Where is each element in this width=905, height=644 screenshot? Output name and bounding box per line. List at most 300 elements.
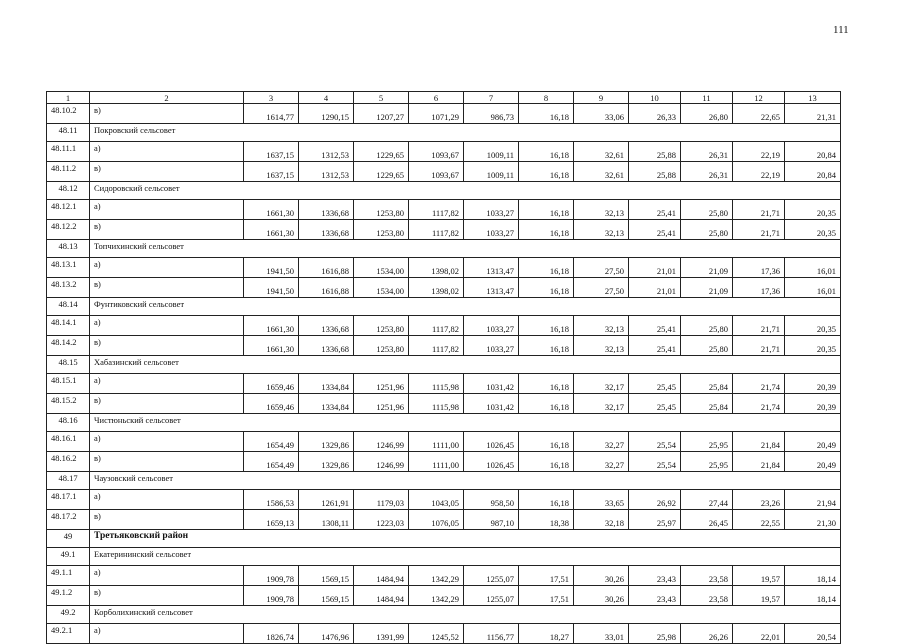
value-cell: 32,27: [574, 432, 629, 452]
value-cell: 958,50: [464, 490, 519, 510]
value-cell: 16,18: [519, 258, 574, 278]
value-cell: 20,49: [785, 432, 841, 452]
value-cell: 20,84: [785, 142, 841, 162]
value-cell: 30,26: [574, 566, 629, 586]
value-cell: 21,71: [733, 316, 785, 336]
value-cell: 22,19: [733, 162, 785, 182]
value-cell: 1614,77: [244, 104, 299, 124]
value-cell: 1336,68: [299, 336, 354, 356]
value-cell: 1336,68: [299, 220, 354, 240]
section-code: 49.1: [47, 548, 90, 566]
value-cell: 22,01: [733, 624, 785, 644]
value-cell: 21,71: [733, 220, 785, 240]
value-cell: 18,27: [519, 624, 574, 644]
value-cell: 26,31: [681, 162, 733, 182]
value-cell: 1117,82: [409, 316, 464, 336]
value-cell: 17,51: [519, 586, 574, 606]
row-label: а): [90, 566, 244, 586]
row-code: 49.1.2: [47, 586, 90, 606]
value-cell: 1253,80: [354, 336, 409, 356]
table-body: [47, 104, 841, 644]
section-row: [47, 298, 841, 316]
value-cell: 30,26: [574, 586, 629, 606]
value-cell: 33,06: [574, 104, 629, 124]
value-cell: 16,18: [519, 316, 574, 336]
row-code: 48.17.2: [47, 510, 90, 530]
section-code: 48.17: [47, 472, 90, 490]
value-cell: 1616,88: [299, 278, 354, 298]
value-cell: 1009,11: [464, 142, 519, 162]
table-row: [47, 624, 841, 644]
row-label: а): [90, 258, 244, 278]
value-cell: 1569,15: [299, 586, 354, 606]
value-cell: 1659,13: [244, 510, 299, 530]
value-cell: 20,39: [785, 394, 841, 414]
value-cell: 1654,49: [244, 452, 299, 472]
value-cell: 1654,49: [244, 432, 299, 452]
value-cell: 23,43: [629, 586, 681, 606]
row-code: 48.17.1: [47, 490, 90, 510]
header-cell: 5: [354, 92, 409, 104]
row-code: 48.11.2: [47, 162, 90, 182]
table-row: [47, 200, 841, 220]
value-cell: 18,14: [785, 566, 841, 586]
value-cell: 1334,84: [299, 374, 354, 394]
table-row: [47, 586, 841, 606]
section-row: [47, 472, 841, 490]
value-cell: 1476,96: [299, 624, 354, 644]
value-cell: 21,74: [733, 394, 785, 414]
table-row: [47, 510, 841, 530]
value-cell: 1484,94: [354, 566, 409, 586]
value-cell: 1026,45: [464, 452, 519, 472]
row-label: а): [90, 200, 244, 220]
value-cell: 32,13: [574, 220, 629, 240]
row-code: 48.12.2: [47, 220, 90, 240]
section-row: [47, 356, 841, 374]
value-cell: 22,19: [733, 142, 785, 162]
value-cell: 1071,29: [409, 104, 464, 124]
value-cell: 1308,11: [299, 510, 354, 530]
value-cell: 25,97: [629, 510, 681, 530]
value-cell: 20,39: [785, 374, 841, 394]
value-cell: 25,80: [681, 336, 733, 356]
row-label: а): [90, 374, 244, 394]
value-cell: 1093,67: [409, 142, 464, 162]
value-cell: 25,45: [629, 394, 681, 414]
value-cell: 26,80: [681, 104, 733, 124]
value-cell: 1661,30: [244, 200, 299, 220]
value-cell: 32,13: [574, 316, 629, 336]
value-cell: 1115,98: [409, 374, 464, 394]
value-cell: 1290,15: [299, 104, 354, 124]
value-cell: 1253,80: [354, 200, 409, 220]
section-name: Чаузовский сельсовет: [90, 472, 841, 490]
value-cell: 1534,00: [354, 278, 409, 298]
value-cell: 25,80: [681, 200, 733, 220]
value-cell: 1156,77: [464, 624, 519, 644]
value-cell: 1229,65: [354, 162, 409, 182]
value-cell: 1026,45: [464, 432, 519, 452]
section-code: 48.12: [47, 182, 90, 200]
value-cell: 23,26: [733, 490, 785, 510]
section-name: Хабазинский сельсовет: [90, 356, 841, 374]
value-cell: 1342,29: [409, 586, 464, 606]
table-row: [47, 278, 841, 298]
value-cell: 1031,42: [464, 394, 519, 414]
section-name: Сидоровский сельсовет: [90, 182, 841, 200]
section-code: 48.11: [47, 124, 90, 142]
value-cell: 1586,53: [244, 490, 299, 510]
row-label: в): [90, 162, 244, 182]
value-cell: 1329,86: [299, 452, 354, 472]
value-cell: 33,01: [574, 624, 629, 644]
value-cell: 1398,02: [409, 258, 464, 278]
value-cell: 25,45: [629, 374, 681, 394]
value-cell: 1229,65: [354, 142, 409, 162]
table-row: [47, 452, 841, 472]
value-cell: 32,18: [574, 510, 629, 530]
value-cell: 1329,86: [299, 432, 354, 452]
value-cell: 25,88: [629, 162, 681, 182]
value-cell: 1207,27: [354, 104, 409, 124]
value-cell: 25,80: [681, 220, 733, 240]
value-cell: 1342,29: [409, 566, 464, 586]
value-cell: 1255,07: [464, 586, 519, 606]
value-cell: 1637,15: [244, 142, 299, 162]
value-cell: 17,36: [733, 278, 785, 298]
value-cell: 1909,78: [244, 586, 299, 606]
header-cell: 2: [90, 92, 244, 104]
row-label: в): [90, 220, 244, 240]
value-cell: 21,01: [629, 278, 681, 298]
value-cell: 17,36: [733, 258, 785, 278]
value-cell: 21,84: [733, 432, 785, 452]
value-cell: 1336,68: [299, 200, 354, 220]
value-cell: 23,43: [629, 566, 681, 586]
value-cell: 1941,50: [244, 278, 299, 298]
value-cell: 21,30: [785, 510, 841, 530]
value-cell: 16,01: [785, 278, 841, 298]
row-label: в): [90, 104, 244, 124]
section-name: Фунтиковский сельсовет: [90, 298, 841, 316]
value-cell: 21,71: [733, 200, 785, 220]
value-cell: 1033,27: [464, 200, 519, 220]
row-label: а): [90, 624, 244, 644]
value-cell: 16,18: [519, 336, 574, 356]
section-row: [47, 606, 841, 624]
value-cell: 25,41: [629, 336, 681, 356]
value-cell: 26,45: [681, 510, 733, 530]
value-cell: 32,61: [574, 162, 629, 182]
value-cell: 16,18: [519, 104, 574, 124]
row-code: 48.10.2: [47, 104, 90, 124]
value-cell: 25,54: [629, 452, 681, 472]
value-cell: 25,84: [681, 394, 733, 414]
value-cell: 27,44: [681, 490, 733, 510]
value-cell: 21,09: [681, 258, 733, 278]
value-cell: 25,95: [681, 452, 733, 472]
value-cell: 21,74: [733, 374, 785, 394]
value-cell: 1111,00: [409, 452, 464, 472]
value-cell: 18,38: [519, 510, 574, 530]
row-label: в): [90, 278, 244, 298]
value-cell: 1659,46: [244, 374, 299, 394]
header-cell: 7: [464, 92, 519, 104]
value-cell: 32,17: [574, 374, 629, 394]
section-code: 48.13: [47, 240, 90, 258]
header-row: [47, 92, 841, 104]
value-cell: 1251,96: [354, 394, 409, 414]
value-cell: 21,71: [733, 336, 785, 356]
value-cell: 1043,05: [409, 490, 464, 510]
value-cell: 21,84: [733, 452, 785, 472]
value-cell: 21,31: [785, 104, 841, 124]
row-code: 48.11.1: [47, 142, 90, 162]
value-cell: 19,57: [733, 586, 785, 606]
value-cell: 1111,00: [409, 432, 464, 452]
value-cell: 19,57: [733, 566, 785, 586]
section-code: 48.15: [47, 356, 90, 374]
value-cell: 1637,15: [244, 162, 299, 182]
section-row: [47, 548, 841, 566]
header-cell: 6: [409, 92, 464, 104]
district-code: 49: [47, 530, 90, 548]
value-cell: 1253,80: [354, 316, 409, 336]
header-cell: 1: [47, 92, 90, 104]
table-row: [47, 490, 841, 510]
value-cell: 17,51: [519, 566, 574, 586]
value-cell: 26,26: [681, 624, 733, 644]
section-row: [47, 124, 841, 142]
value-cell: 16,18: [519, 162, 574, 182]
value-cell: 1033,27: [464, 336, 519, 356]
section-row: [47, 182, 841, 200]
table-row: [47, 336, 841, 356]
value-cell: 16,18: [519, 220, 574, 240]
row-label: в): [90, 336, 244, 356]
value-cell: 1033,27: [464, 220, 519, 240]
value-cell: 1336,68: [299, 316, 354, 336]
value-cell: 1246,99: [354, 432, 409, 452]
value-cell: 32,13: [574, 200, 629, 220]
value-cell: 16,18: [519, 200, 574, 220]
value-cell: 27,50: [574, 258, 629, 278]
value-cell: 1661,30: [244, 336, 299, 356]
section-code: 48.16: [47, 414, 90, 432]
table-row: [47, 258, 841, 278]
value-cell: 23,58: [681, 566, 733, 586]
section-name: Покровский сельсовет: [90, 124, 841, 142]
row-label: а): [90, 316, 244, 336]
value-cell: 1009,11: [464, 162, 519, 182]
value-cell: 1031,42: [464, 374, 519, 394]
value-cell: 1826,74: [244, 624, 299, 644]
row-code: 48.12.1: [47, 200, 90, 220]
value-cell: 22,65: [733, 104, 785, 124]
value-cell: 1117,82: [409, 200, 464, 220]
row-label: в): [90, 394, 244, 414]
value-cell: 25,95: [681, 432, 733, 452]
section-row: [47, 240, 841, 258]
value-cell: 20,49: [785, 452, 841, 472]
value-cell: 32,27: [574, 452, 629, 472]
row-code: 48.14.2: [47, 336, 90, 356]
section-row: [47, 414, 841, 432]
header-cell: 8: [519, 92, 574, 104]
value-cell: 1179,03: [354, 490, 409, 510]
section-code: 48.14: [47, 298, 90, 316]
value-cell: 1261,91: [299, 490, 354, 510]
table-row: [47, 374, 841, 394]
table-row: [47, 566, 841, 586]
table-row: [47, 162, 841, 182]
value-cell: 1484,94: [354, 586, 409, 606]
value-cell: 1253,80: [354, 220, 409, 240]
value-cell: 16,18: [519, 142, 574, 162]
value-cell: 25,88: [629, 142, 681, 162]
row-code: 48.13.2: [47, 278, 90, 298]
value-cell: 16,01: [785, 258, 841, 278]
value-cell: 1115,98: [409, 394, 464, 414]
header-cell: 13: [785, 92, 841, 104]
table-row: [47, 394, 841, 414]
value-cell: 20,35: [785, 200, 841, 220]
value-cell: 20,35: [785, 336, 841, 356]
value-cell: 26,33: [629, 104, 681, 124]
value-cell: 25,41: [629, 200, 681, 220]
table-row: [47, 104, 841, 124]
table-row: [47, 316, 841, 336]
value-cell: 22,55: [733, 510, 785, 530]
header-cell: 3: [244, 92, 299, 104]
value-cell: 25,54: [629, 432, 681, 452]
value-cell: 26,31: [681, 142, 733, 162]
row-code: 48.15.1: [47, 374, 90, 394]
value-cell: 32,13: [574, 336, 629, 356]
table-header: [47, 92, 841, 104]
value-cell: 25,98: [629, 624, 681, 644]
section-name: Топчихинский сельсовет: [90, 240, 841, 258]
section-name: Екатерининский сельсовет: [90, 548, 841, 566]
value-cell: 1223,03: [354, 510, 409, 530]
value-cell: 21,94: [785, 490, 841, 510]
value-cell: 20,35: [785, 316, 841, 336]
district-name: Третьяковский район: [90, 530, 841, 548]
value-cell: 1076,05: [409, 510, 464, 530]
value-cell: 32,61: [574, 142, 629, 162]
value-cell: 16,18: [519, 452, 574, 472]
value-cell: 18,14: [785, 586, 841, 606]
value-cell: 20,84: [785, 162, 841, 182]
value-cell: 1534,00: [354, 258, 409, 278]
value-cell: 21,01: [629, 258, 681, 278]
value-cell: 1569,15: [299, 566, 354, 586]
value-cell: 25,41: [629, 316, 681, 336]
value-cell: 1093,67: [409, 162, 464, 182]
value-cell: 26,92: [629, 490, 681, 510]
value-cell: 20,35: [785, 220, 841, 240]
header-cell: 12: [733, 92, 785, 104]
row-code: 48.14.1: [47, 316, 90, 336]
header-cell: 10: [629, 92, 681, 104]
section-name: Корболихинский сельсовет: [90, 606, 841, 624]
page-number: 111: [833, 24, 849, 36]
value-cell: 1313,47: [464, 258, 519, 278]
value-cell: 1245,52: [409, 624, 464, 644]
header-cell: 11: [681, 92, 733, 104]
value-cell: 1909,78: [244, 566, 299, 586]
table-row: [47, 220, 841, 240]
table-row: [47, 142, 841, 162]
value-cell: 16,18: [519, 490, 574, 510]
value-cell: 1117,82: [409, 336, 464, 356]
value-cell: 25,41: [629, 220, 681, 240]
row-code: 48.15.2: [47, 394, 90, 414]
value-cell: 1661,30: [244, 220, 299, 240]
row-label: в): [90, 452, 244, 472]
row-label: а): [90, 432, 244, 452]
value-cell: 23,58: [681, 586, 733, 606]
value-cell: 20,54: [785, 624, 841, 644]
value-cell: 1251,96: [354, 374, 409, 394]
tariff-table: [46, 91, 841, 644]
table-row: [47, 432, 841, 452]
value-cell: 1398,02: [409, 278, 464, 298]
value-cell: 1246,99: [354, 452, 409, 472]
row-label: в): [90, 586, 244, 606]
value-cell: 25,84: [681, 374, 733, 394]
value-cell: 987,10: [464, 510, 519, 530]
value-cell: 33,65: [574, 490, 629, 510]
value-cell: 1312,53: [299, 162, 354, 182]
value-cell: 1312,53: [299, 142, 354, 162]
row-label: а): [90, 490, 244, 510]
value-cell: 16,18: [519, 432, 574, 452]
value-cell: 32,17: [574, 394, 629, 414]
value-cell: 1661,30: [244, 316, 299, 336]
value-cell: 986,73: [464, 104, 519, 124]
value-cell: 27,50: [574, 278, 629, 298]
row-code: 49.1.1: [47, 566, 90, 586]
header-cell: 9: [574, 92, 629, 104]
section-name: Чистюньский сельсовет: [90, 414, 841, 432]
header-cell: 4: [299, 92, 354, 104]
value-cell: 1255,07: [464, 566, 519, 586]
value-cell: 16,18: [519, 394, 574, 414]
district-row: [47, 530, 841, 548]
section-code: 49.2: [47, 606, 90, 624]
value-cell: 25,80: [681, 316, 733, 336]
row-code: 48.16.1: [47, 432, 90, 452]
value-cell: 1616,88: [299, 258, 354, 278]
value-cell: 1659,46: [244, 394, 299, 414]
value-cell: 1941,50: [244, 258, 299, 278]
value-cell: 1334,84: [299, 394, 354, 414]
value-cell: 1117,82: [409, 220, 464, 240]
row-code: 48.13.1: [47, 258, 90, 278]
row-label: а): [90, 142, 244, 162]
value-cell: 1391,99: [354, 624, 409, 644]
row-code: 49.2.1: [47, 624, 90, 644]
value-cell: 1313,47: [464, 278, 519, 298]
row-label: в): [90, 510, 244, 530]
value-cell: 16,18: [519, 374, 574, 394]
value-cell: 21,09: [681, 278, 733, 298]
value-cell: 1033,27: [464, 316, 519, 336]
row-code: 48.16.2: [47, 452, 90, 472]
value-cell: 16,18: [519, 278, 574, 298]
